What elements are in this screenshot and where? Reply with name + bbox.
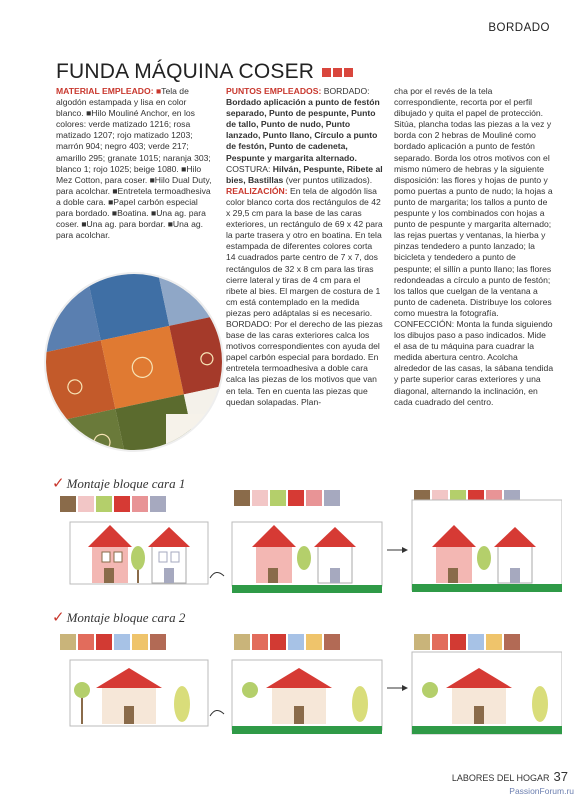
fabric-swatch: [450, 634, 466, 650]
check-icon: ✓: [52, 610, 65, 626]
fabric-swatch: [324, 490, 340, 506]
fabric-swatch: [60, 496, 76, 512]
diagram-caption-1: ✓ Montaje bloque cara 1: [52, 476, 186, 492]
assembly-diagram-row-2: [52, 624, 562, 744]
fabric-swatch: [252, 490, 268, 506]
fabric-swatch: [132, 496, 148, 512]
check-icon: ✓: [52, 476, 65, 492]
watermark-site: PassionForum.ru: [509, 786, 574, 796]
fabric-swatch: [468, 634, 484, 650]
fabric-swatch: [288, 490, 304, 506]
fabric-swatch: [234, 490, 250, 506]
fabric-swatch: [504, 634, 520, 650]
fabric-swatch: [234, 634, 250, 650]
fabric-swatch: [96, 634, 112, 650]
page-title: [56, 60, 353, 84]
fabric-swatch: [414, 634, 430, 650]
materials-text: Tela de algodón estampada y lisa en color blanco. ■Hilo Mouliné Anchor, en los colores: verde matizado 1216; rosa matizado 1207; rojo matizado 1203; marrón 904; negro 403; verde 217; amarillo 295; granate 1015; naranja 303; blanco 1; rojo 1025; beige 1080. ■Hilo Mez Cotton, para coser. ■Hilo Dual Duty, para acolchar. ■Entretela termoadhesiva a doble cara. ■Papel carbón especial para bordado. ■Boatina. ■Una ag. para coser. ■Una ag. para bordar. ■Una ag. para acolchar.: [56, 86, 212, 241]
assembly-diagram-row-1: [52, 490, 562, 602]
costura-list: Hilván, Pespunte, Ribete al bies, Bastillas: [226, 163, 383, 185]
fabric-swatch: [78, 496, 94, 512]
page-footer: [452, 769, 568, 784]
realizacion-label: REALIZACIÓN:: [226, 185, 288, 196]
fabric-swatch: [114, 496, 130, 512]
title-square-2: [333, 68, 342, 77]
costura-prefix: COSTURA:: [226, 163, 271, 174]
fabric-swatch: [270, 634, 286, 650]
fabric-swatch: [270, 490, 286, 506]
fabric-swatch: [60, 634, 76, 650]
fabric-swatch: [306, 490, 322, 506]
materials-label: MATERIAL EMPLEADO:: [56, 86, 154, 96]
puntos-list: Bordado aplicación a punto de festón separado, Punto de pespunte, Punto de tallo, Punto de nudo, Punto lanzado, Punto llano, Círculo a punto de festón, Punto de cadeneta, Pespunte y margarita alternado.: [226, 97, 380, 163]
fabric-swatch: [150, 496, 166, 512]
fabric-swatch: [78, 634, 94, 650]
fabric-swatch: [114, 634, 130, 650]
realizacion-text: En tela de algodón lisa color blanco corta dos rectángulos de 42 x 29,5 cm para la base de las caras exteriores, un rectángulo de 69 x 42 para la parte trasera y otro en boatina. En tela estampada de diferentes colores corta 14 cuadrados parte centro de 7 x 7, dos rectángulos de 32 x 8 cm para las tiras cierre lateral y tiras de 4 cm para el ribete al bies. El margen de costura de 1 cm está contemplado en la medida piezas pero adáptalas si es necesario. BORDADO: Por el derecho de las piezas base de las caras exteriores calca los motivos correspondientes con ayuda del papel carbón especial para bordado. En entretela termoadhesiva a doble cara calca las piezas de los motivos que van en tela. Ten en cuenta las piezas que quedan solapadas. Plan-: [226, 185, 383, 407]
instructions-column-1: [226, 86, 384, 408]
fabric-swatch: [486, 634, 502, 650]
fabric-swatch: [288, 634, 304, 650]
fabric-swatch: [252, 634, 268, 650]
fabric-swatch: [96, 496, 112, 512]
section-header: BORDADO: [488, 22, 550, 34]
title-square-1: [322, 68, 331, 77]
magazine-name: LABORES DEL HOGAR: [451, 773, 550, 783]
puntos-label: PUNTOS EMPLEADOS:: [226, 86, 322, 96]
diagram-caption-2: ✓ Montaje bloque cara 2: [52, 610, 186, 626]
costura-note: (ver puntos utilizados).: [285, 174, 373, 185]
fabric-swatch: [324, 634, 340, 650]
materials-column: MATERIAL EMPLEADO: ■Tela de algodón estampada y lisa en color blanco. ■Hilo Mouliné Anchor, en los colores: verde matizado 1216; rosa matizado 1207; rojo matizado 1203; marrón 904; negro 403; verde 217; amarillo 295; granate 1015; naranja 303; blanco 1; rojo 1025; beige 1080. ■Hilo Mez Cotton, para coser. ■Hilo Dual Duty, para acolchar. ■Entretela termoadhesiva a doble cara. ■Papel carbón especial para bordado. ■Boatina. ■Una ag. para coser. ■Una ag. para bordar. ■Una ag. para acolchar.: [56, 86, 212, 241]
fabric-swatch: [306, 634, 322, 650]
puntos-prefix: BORDADO:: [323, 86, 370, 96]
title-text: FUNDA MÁQUINA COSER: [56, 60, 315, 83]
quilt-photo: [44, 272, 224, 452]
instructions-text: cha por el revés de la tela correspondiente, recorta por el perfil dibujado y quita el papel de protección. Sitúa, plancha todas las piezas a la vez y borda con 2 hebras de Mouliné como bordado aplicación a punto de festón separado. Borda los otros motivos con el mismo número de hebras y la siguiente disposición: las flores y hojas de punto y pomo puertas a punto de nudo; la hojas a punto de margarita; los tallos a punto de pespunte y los combinados con hojas a punto de pespunte y margarita alternado; las rejas puertas y ventanas, la hierba y pinzas tendedero a punto lanzado; la bicicleta y tendedero a punto de pespunte; el sillín a punto llano; las flores redondeadas a círculo a punto de festón; los tallos que cuelgan de la ventana a punto de cadeneta. Distribuye los colores como muestra la fotografía. CONFECCIÓN: Monta la funda siguiendo los dibujos paso a paso indicados. Mide el asa de tu máquina para cuadrar la medida abertura centro. Acolcha alrededor de las casas, la sábana tendida y parte superior caras exteriores y una diagonal, alternando la inclinación, en cada cuadrado del centro.: [394, 86, 554, 407]
fabric-swatch: [432, 634, 448, 650]
fabric-swatch: [132, 634, 148, 650]
title-square-3: [344, 68, 353, 77]
page-number: 37: [553, 769, 568, 784]
fabric-swatch: [150, 634, 166, 650]
instructions-column-2: [394, 86, 554, 408]
